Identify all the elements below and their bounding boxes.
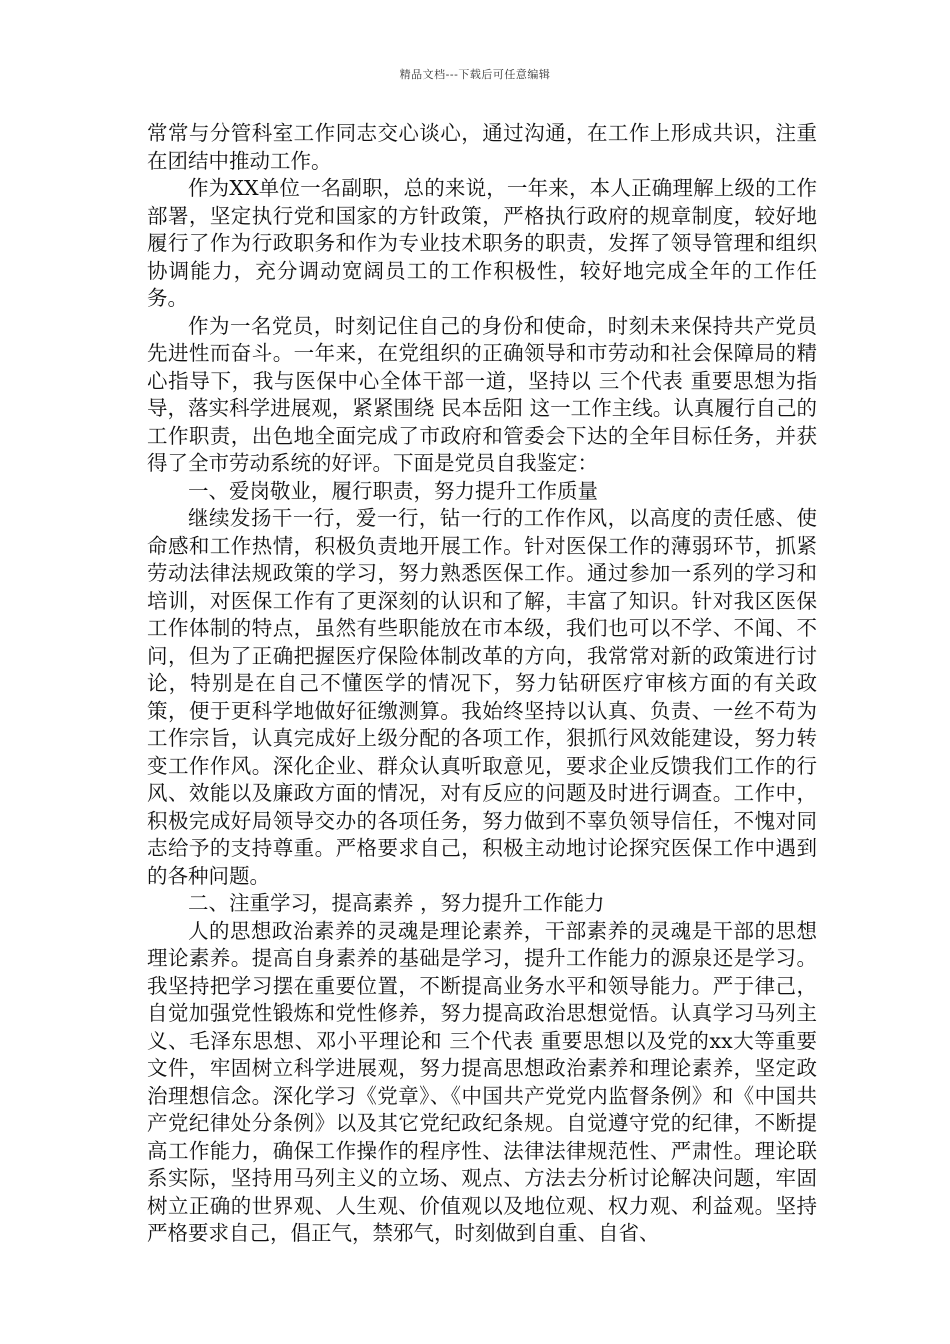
paragraph-continuation: 常常与分管科室工作同志交心谈心，通过沟通，在工作上形成共识，注重在团结中推动工作。 [147,121,817,173]
section-heading-1: 一、爱岗敬业，履行职责，努力提升工作质量 [188,478,598,503]
paragraph-section-1: 继续发扬干一行，爱一行，钻一行的工作作风，以高度的责任感、使命感和工作热情，积极负责地开展工作。针对医保工作的薄弱环节，抓紧劳动法律法规政策的学习，努力熟悉医保工作。通过参加一系列的学习和培训，对医保工作有了更深刻的认识和了解，丰富了知识。针对我区医保工作体制的特点，虽然有些职能放在市本级，我们也可以不学、不闻、不问，但为了正确把握医疗保险体制改革的方向，我常常对新的政策进行讨论，特别是在自己不懂医学的情况下，努力钻研医疗审核方面的有关政策，便于更科学地做好征缴测算。我始终坚持以认真、负责、一丝不苟为工作宗旨，认真完成好上级分配的各项工作，狠抓行风效能建设，努力转变工作作风。深化企业、群众认真听取意见，要求企业反馈我们工作的行风、效能以及廉政方面的情况，对有反应的问题及时进行调查。工作中，积极完成好局领导交办的各项任务，努力做到不辜负领导信任，不愧对同志给予的支持尊重。严格要求自己，积极主动地讨论探究医保工作中遇到的各种问题。 [147,506,817,888]
document-body [147,120,817,1248]
paragraph-overview: 作为XX单位一名副职，总的来说，一年来，本人正确理解上级的工作部署，坚定执行党和国家的方针政策，严格执行政府的规章制度，较好地履行了作为行政职务和作为专业技术职务的职责，发挥了领导管理和组织协调能力，充分调动宽阔员工的工作积极性，较好地完成全年的工作任务。 [147,176,817,310]
paragraph-section-2: 人的思想政治素养的灵魂是理论素养，干部素养的灵魂是干部的思想理论素养。提高自身素养的基础是学习，提升工作能力的源泉还是学习。我坚持把学习摆在重要位置，不断提高业务水平和领导能力。严于律己，自觉加强党性锻炼和党性修养，努力提高政治思想觉悟。认真学习马列主义、毛泽东思想、邓小平理论和 三个代表 重要思想以及党的xx大等重要文件，牢固树立科学进展观，努力提高思想政治素养和理论素养，坚定政治理想信念。深化学习《党章》、《中国共产党党内监督条例》和《中国共产党纪律处分条例》以及其它党纪政纪条规。自觉遵守党的纪律，不断提高工作能力，确保工作操作的程序性、法律法律规范性、严肃性。理论联系实际，坚持用马列主义的立场、观点、方法去分析讨论解决问题，牢固树立正确的世界观、人生观、价值观以及地位观、权力观、利益观。坚持严格要求自己，倡正气，禁邪气，时刻做到自重、自省、 [147,918,817,1245]
section-heading-2: 二、注重学习，提高素养 ，努力提升工作能力 [188,891,605,915]
page-header: 精品文档---下载后可任意编辑 [399,68,551,81]
paragraph-party-member: 作为一名党员，时刻记住自己的身份和使命，时刻未来保持共产党员先进性而奋斗。一年来，在党组织的正确领导和市劳动和社会保障局的精心指导下，我与医保中心全体干部一道，坚持以 三个代表 重要思想为指导，落实科学进展观，紧紧围绕 民本岳阳 这一工作主线。认真履行自己的工作职责，出色地全面完成了市政府和管委会下达的全年目标任务，并获得了全市劳动系统的好评。下面是党员自我鉴定： [147,313,817,475]
